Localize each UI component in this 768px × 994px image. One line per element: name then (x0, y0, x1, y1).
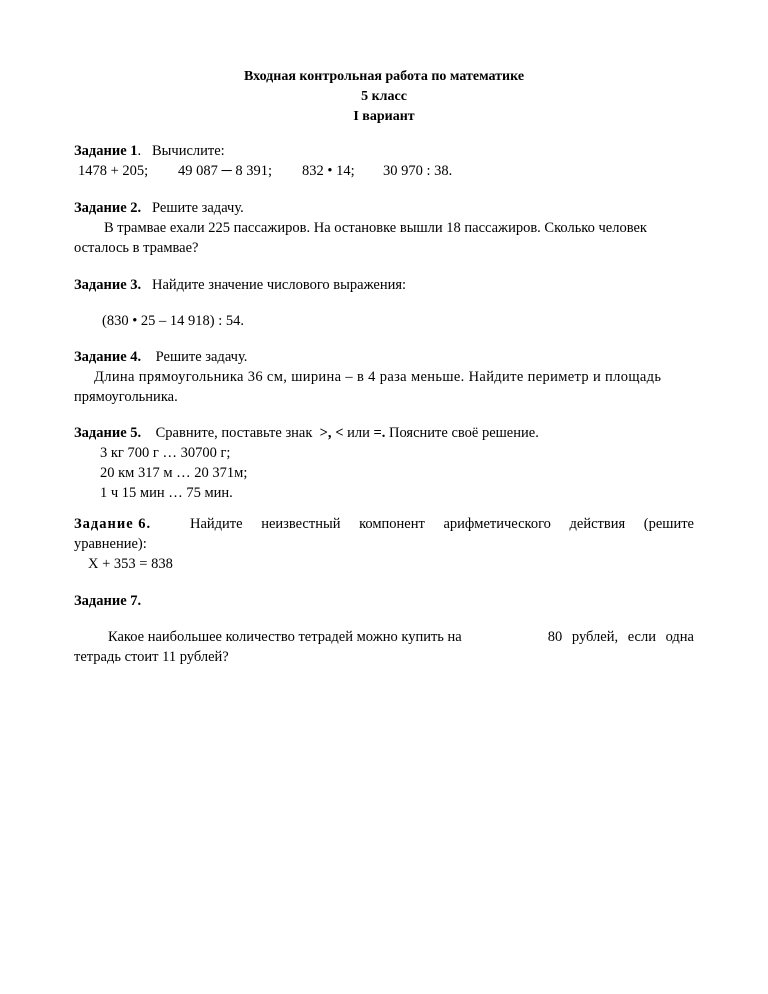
task-5-item: 20 км 317 м … 20 371м; (100, 465, 248, 481)
task-6-instruction-line1: Найдите неизвестный компонент арифметического действия (решите (190, 516, 694, 532)
task-5-label: Задание 5. (74, 425, 142, 441)
task-6-label: Задание 6. (74, 516, 152, 532)
task-5 (74, 423, 694, 503)
task-2-label: Задание 2. (74, 200, 142, 216)
task-2 (74, 198, 694, 258)
task-4-label: Задание 4. (74, 349, 142, 365)
task-2-instruction: Решите задачу. (152, 200, 244, 216)
task-4-text-line1: Длина прямоугольника 36 см, ширина – в 4 раза меньше. Найдите периметр и площадь (94, 369, 662, 385)
task-2-text-line2: осталось в трамвае? (74, 240, 199, 256)
task-7-text-part1: Какое наибольшее количество тетрадей можно купить на (108, 629, 462, 645)
task-1-item: 49 087 ─ 8 391; (178, 163, 273, 179)
document-title: Входная контрольная работа по математике (243, 69, 525, 84)
sign-less: < (335, 425, 344, 441)
task-5-instruction: Сравните, поставьте знак (155, 425, 313, 441)
task-6-equation: Х + 353 = 838 (88, 556, 173, 572)
task-4-text-line2: прямоугольника. (74, 389, 178, 405)
sign-equal: =. (373, 425, 386, 441)
task-3-label: Задание 3. (74, 277, 142, 293)
task-7-text-line2: тетрадь стоит 11 рублей? (74, 649, 229, 665)
task-1-item: 1478 + 205; (78, 163, 149, 179)
task-2-text-line1: В трамвае ехали 225 пассажиров. На остановке вышли 18 пассажиров. Сколько человек (104, 220, 647, 236)
task-7-line1 (74, 627, 694, 647)
task-1-instruction: Вычислите: (152, 143, 225, 159)
document-header (0, 67, 768, 127)
sign-greater: >, (319, 425, 332, 441)
task-4 (74, 347, 694, 407)
task-5-item: 1 ч 15 мин … 75 мин. (100, 485, 233, 501)
task-1-item: 30 970 : 38. (383, 163, 453, 179)
task-5-instruction-b: Поясните своё решение. (388, 425, 539, 441)
task-3-instruction: Найдите значение числового выражения: (152, 277, 407, 293)
task-4-instruction: Решите задачу. (155, 349, 248, 365)
word-or: или (347, 425, 370, 441)
task-6-instruction-line2: уравнение): (74, 536, 147, 552)
task-6 (74, 514, 694, 574)
variant-label: I вариант (353, 109, 415, 124)
task-3 (74, 275, 694, 331)
task-1-items (78, 161, 698, 181)
task-7-label: Задание 7. (74, 593, 142, 609)
task-1-item: 832 • 14; (302, 163, 355, 179)
task-5-item: 3 кг 700 г … 30700 г; (100, 445, 231, 461)
task-1-label-suffix: . (137, 143, 142, 159)
task-7 (74, 591, 694, 667)
task-1-label: Задание 1 (74, 143, 138, 159)
task-1 (74, 141, 694, 181)
task-7-text-part2: 80 рублей, если одна (547, 629, 694, 645)
task-3-expression: (830 • 25 – 14 918) : 54. (102, 313, 245, 329)
task-6-line1 (74, 514, 694, 534)
grade-label: 5 класс (361, 89, 407, 104)
